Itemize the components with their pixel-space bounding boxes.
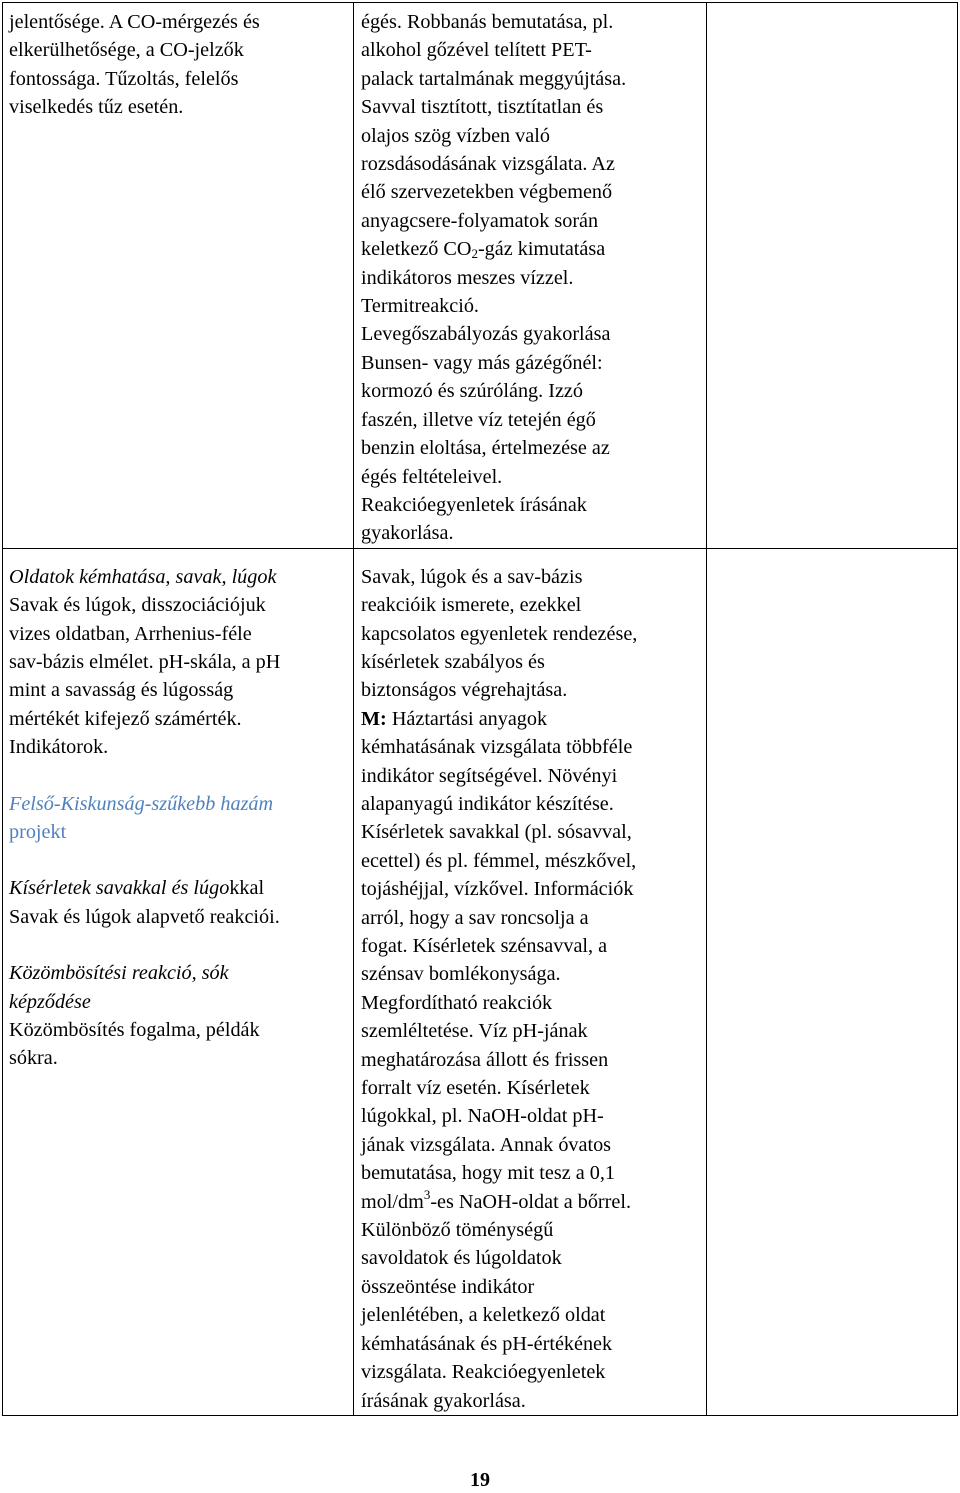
text-line: palack tartalmának meggyújtása. bbox=[361, 67, 627, 90]
text-line: Savak, lúgok és a sav-bázis bbox=[361, 565, 583, 588]
text-line: fontossága. Tűzoltás, felelős bbox=[9, 67, 239, 90]
text-line: Bunsen- vagy más gázégőnél: bbox=[361, 351, 603, 374]
activity-cell bbox=[354, 3, 707, 549]
text-line: kormozó és szúróláng. Izzó bbox=[361, 380, 583, 403]
text-line: jelenlétében, a keletkező oldat bbox=[361, 1304, 606, 1327]
text-line: Reakcióegyenletek írásának bbox=[361, 493, 587, 516]
text-line: írásának gyakorlása. bbox=[361, 1389, 526, 1412]
project-title: Felső-Kiskunság-szűkebb hazám bbox=[9, 792, 274, 815]
text-line: szemléltetése. Víz pH-jának bbox=[361, 1020, 588, 1043]
m-label: M: bbox=[361, 707, 387, 730]
text-line: összeöntése indikátor bbox=[361, 1275, 535, 1298]
text-line: faszén, illetve víz tetején égő bbox=[361, 408, 596, 431]
topic-cell bbox=[3, 548, 354, 1415]
section-heading: Oldatok kémhatása, savak, lúgok bbox=[9, 565, 277, 588]
co2-prefix: keletkező CO bbox=[361, 238, 472, 261]
co2-line bbox=[361, 235, 700, 263]
text-line: viselkedés tűz esetén. bbox=[9, 96, 184, 119]
m-text: Háztartási anyagok bbox=[386, 707, 548, 730]
text-line: reakcióik ismerete, ezekkel bbox=[361, 594, 582, 617]
text-line: Levegőszabályozás gyakorlása bbox=[361, 323, 611, 346]
text-line: savoldatok és lúgoldatok bbox=[361, 1247, 562, 1270]
text-line: égés. Robbanás bemutatása, pl. bbox=[361, 11, 614, 33]
text-line: Savval tisztított, tisztítatlan és bbox=[361, 96, 604, 119]
text-line: égés feltételeivel. bbox=[361, 465, 503, 488]
notes-cell bbox=[707, 3, 958, 549]
text-line: forralt víz esetén. Kísérletek bbox=[361, 1077, 590, 1100]
text-line: Közömbösítés fogalma, példák bbox=[9, 1019, 260, 1041]
text-line: Savak és lúgok, disszociációjuk bbox=[9, 594, 266, 617]
text-line: sav-bázis elmélet. pH-skála, a pH bbox=[9, 650, 281, 673]
text-line: jának vizsgálata. Annak óvatos bbox=[361, 1133, 612, 1156]
topic-cell bbox=[3, 3, 354, 549]
page-number: 19 bbox=[470, 1469, 490, 1491]
text-line: szénsav bomlékonysága. bbox=[361, 963, 561, 986]
mol-prefix: mol/dm bbox=[361, 1190, 424, 1213]
table-row bbox=[3, 3, 958, 549]
text-line: fogat. Kísérletek szénsavval, a bbox=[361, 935, 608, 957]
text-line: arról, hogy a sav roncsolja a bbox=[361, 906, 589, 929]
text-line: Különböző töménységű bbox=[361, 1219, 554, 1242]
heading-plain-part: kkal bbox=[229, 877, 265, 900]
text-line: Savak és lúgok alapvető reakciói. bbox=[9, 905, 280, 928]
text-line: kémhatásának vizsgálata többféle bbox=[361, 736, 633, 759]
text-line: biztonságos végrehajtása. bbox=[361, 679, 568, 702]
text-line: mint a savasság és lúgosság bbox=[9, 679, 234, 702]
text-line: mértékét kifejező számérték. bbox=[9, 707, 242, 730]
notes-cell bbox=[707, 548, 958, 1415]
text-line: Indikátorok. bbox=[9, 736, 109, 759]
mol-line bbox=[361, 1188, 700, 1216]
text-line: tojáshéjjal, vízkővel. Információk bbox=[361, 878, 634, 901]
text-line: Kísérletek savakkal (pl. sósavval, bbox=[361, 821, 632, 844]
text-line: élő szervezetekben végbemenő bbox=[361, 181, 613, 204]
section-heading bbox=[9, 874, 347, 902]
mol-superscript: 3 bbox=[423, 1186, 431, 1202]
text-line: sókra. bbox=[9, 1047, 58, 1070]
section-heading: képződése bbox=[9, 990, 91, 1013]
co2-suffix: -gáz kimutatása bbox=[477, 238, 606, 261]
text-line: benzin eloltása, értelmezése az bbox=[361, 437, 610, 460]
co2-subscript: 2 bbox=[471, 246, 478, 262]
project-label: projekt bbox=[9, 820, 67, 843]
text-line: rozsdásodásának vizsgálata. Az bbox=[361, 153, 615, 176]
text-line: Termitreakció. bbox=[361, 295, 479, 318]
activity-cell bbox=[354, 548, 707, 1415]
text-line: alapanyagú indikátor készítése. bbox=[361, 792, 614, 815]
curriculum-table bbox=[2, 2, 958, 1416]
text-line: bemutatása, hogy mit tesz a 0,1 bbox=[361, 1162, 615, 1185]
text-line: indikátor segítségével. Növényi bbox=[361, 764, 618, 787]
text-line: gyakorlása. bbox=[361, 522, 454, 545]
m-line bbox=[361, 705, 700, 733]
text-line: vizsgálata. Reakcióegyenletek bbox=[361, 1361, 606, 1384]
text-line: ecettel) és pl. fémmel, mészkővel, bbox=[361, 849, 637, 872]
mol-suffix: -es NaOH-oldat a bőrrel. bbox=[430, 1190, 631, 1213]
text-line: indikátoros meszes vízzel. bbox=[361, 266, 574, 289]
text-line: kapcsolatos egyenletek rendezése, bbox=[361, 622, 638, 645]
text-line: jelentősége. A CO-mérgezés és bbox=[9, 11, 260, 33]
text-line: meghatározása állott és frissen bbox=[361, 1048, 609, 1071]
text-line: kísérletek szabályos és bbox=[361, 650, 545, 673]
text-line: vizes oldatban, Arrhenius-féle bbox=[9, 622, 252, 645]
text-line: Megfordítható reakciók bbox=[361, 991, 553, 1014]
section-heading: Közömbösítési reakció, sók bbox=[9, 962, 229, 985]
heading-italic-part: Kísérletek savakkal és lúgo bbox=[9, 877, 230, 900]
text-line: lúgokkal, pl. NaOH-oldat pH- bbox=[361, 1105, 604, 1128]
table-row bbox=[3, 548, 958, 1415]
text-line: alkohol gőzével telített PET- bbox=[361, 39, 592, 62]
text-line: elkerülhetősége, a CO-jelzők bbox=[9, 39, 244, 62]
text-line: olajos szög vízben való bbox=[361, 124, 550, 147]
text-line: kémhatásának és pH-értékének bbox=[361, 1332, 613, 1355]
text-line: anyagcsere-folyamatok során bbox=[361, 209, 599, 232]
